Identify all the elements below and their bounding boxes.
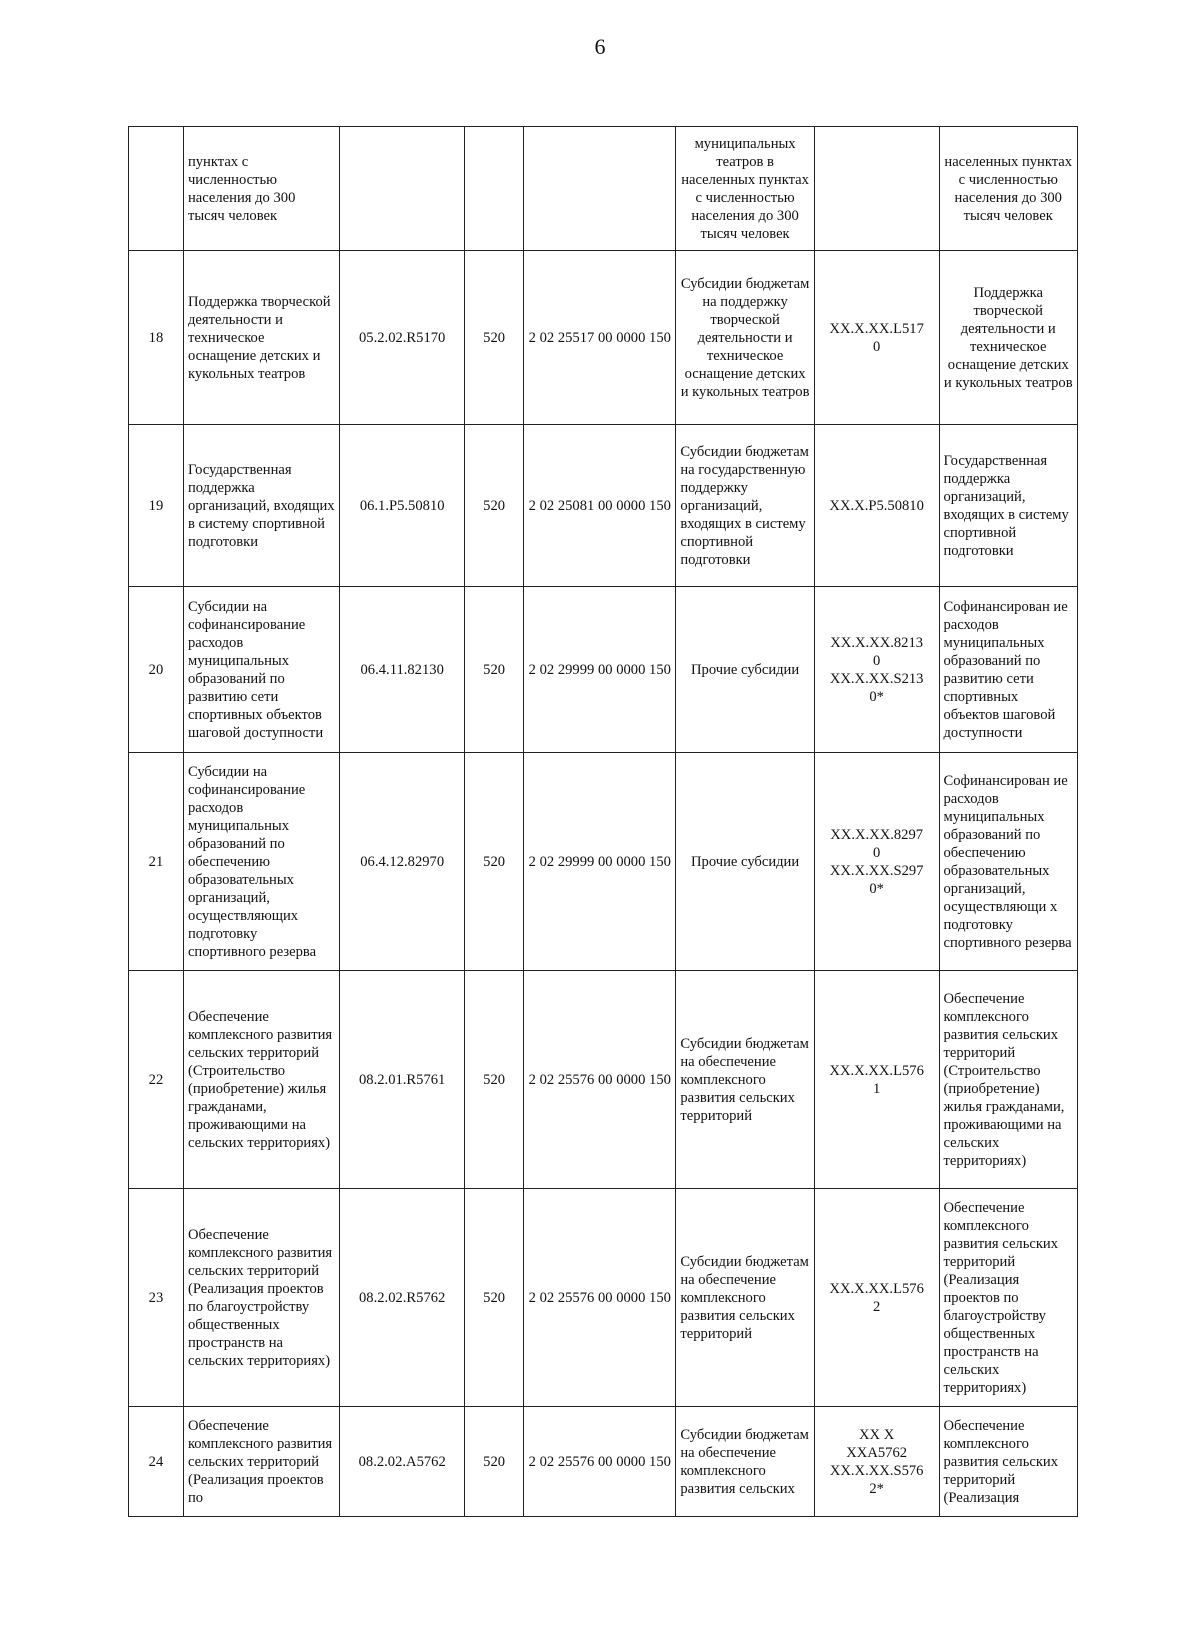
income-name: муниципальных театров в населенных пунктах с численностью населения до 300 тысяч человек	[676, 127, 814, 251]
budget-code: 05.2.02.R5170	[340, 251, 465, 425]
expense-name: Обеспечение комплексного развития сельских территорий (Реализация проектов по	[183, 1407, 339, 1517]
budget-code: 06.1.P5.50810	[340, 425, 465, 587]
income-name: Субсидии бюджетам на обеспечение комплексного развития сельских территорий	[676, 1189, 814, 1407]
regional-code: XX.X.XX.L576 1	[814, 971, 939, 1189]
income-code: 2 02 29999 00 0000 150	[524, 587, 676, 753]
expense-group: 520	[465, 1189, 524, 1407]
direction-name: Обеспечение комплексного развития сельских территорий (Реализация	[939, 1407, 1078, 1517]
table-row	[129, 1407, 1078, 1517]
row-number	[129, 127, 184, 251]
income-name: Субсидии бюджетам на обеспечение комплексного развития сельских	[676, 1407, 814, 1517]
income-name: Субсидии бюджетам на поддержку творческой деятельности и техническое оснащение детских и кукольных театров	[676, 251, 814, 425]
budget-code: 08.2.02.A5762	[340, 1407, 465, 1517]
row-number: 23	[129, 1189, 184, 1407]
direction-name: Софинансирован ие расходов муниципальных образований по обеспечению образовательных организаций, осуществляющи х подготовку спортивного резерва	[939, 753, 1078, 971]
regional-code: XX.X.P5.50810	[814, 425, 939, 587]
table-row	[129, 1189, 1078, 1407]
direction-name: Обеспечение комплексного развития сельских территорий (Строительство (приобретение) жилья гражданами, проживающими на сельских территориях)	[939, 971, 1078, 1189]
page-number: 6	[594, 34, 606, 59]
expense-group: 520	[465, 971, 524, 1189]
direction-name: Поддержка творческой деятельности и техническое оснащение детских и кукольных театров	[939, 251, 1078, 425]
expense-name: Обеспечение комплексного развития сельских территорий (Реализация проектов по благоустройству общественных пространств на сельских территориях)	[183, 1189, 339, 1407]
expense-name: пунктах с численностью населения до 300 тысяч человек	[183, 127, 339, 251]
income-code: 2 02 25517 00 0000 150	[524, 251, 676, 425]
regional-code	[814, 127, 939, 251]
regional-code: XX.X.XX.8213 0 XX.X.XX.S213 0*	[814, 587, 939, 753]
income-code: 2 02 29999 00 0000 150	[524, 753, 676, 971]
income-code: 2 02 25576 00 0000 150	[524, 1407, 676, 1517]
budget-code: 08.2.02.R5762	[340, 1189, 465, 1407]
expense-name: Поддержка творческой деятельности и техническое оснащение детских и кукольных театров	[183, 251, 339, 425]
expense-name: Субсидии на софинансирование расходов муниципальных образований по развитию сети спортивных объектов шаговой доступности	[183, 587, 339, 753]
expense-group: 520	[465, 1407, 524, 1517]
table-row	[129, 251, 1078, 425]
income-name: Субсидии бюджетам на обеспечение комплексного развития сельских территорий	[676, 971, 814, 1189]
expense-name: Субсидии на софинансирование расходов муниципальных образований по обеспечению образовательных организаций, осуществляющих подготовку спортивного резерва	[183, 753, 339, 971]
direction-name: населенных пунктах с численностью населения до 300 тысяч человек	[939, 127, 1078, 251]
expense-group: 520	[465, 425, 524, 587]
regional-code: XX.X.XX.L517 0	[814, 251, 939, 425]
subsidy-table	[128, 126, 1078, 1517]
direction-name: Софинансирован ие расходов муниципальных образований по развитию сети спортивных объектов шаговой доступности	[939, 587, 1078, 753]
row-number: 18	[129, 251, 184, 425]
row-number: 24	[129, 1407, 184, 1517]
expense-group: 520	[465, 587, 524, 753]
budget-code: 06.4.11.82130	[340, 587, 465, 753]
budget-code	[340, 127, 465, 251]
expense-group: 520	[465, 251, 524, 425]
row-number: 22	[129, 971, 184, 1189]
income-code: 2 02 25081 00 0000 150	[524, 425, 676, 587]
table-row	[129, 127, 1078, 251]
expense-name: Государственная поддержка организаций, входящих в систему спортивной подготовки	[183, 425, 339, 587]
budget-code: 08.2.01.R5761	[340, 971, 465, 1189]
income-code: 2 02 25576 00 0000 150	[524, 1189, 676, 1407]
direction-name: Государственная поддержка организаций, входящих в систему спортивной подготовки	[939, 425, 1078, 587]
direction-name: Обеспечение комплексного развития сельских территорий (Реализация проектов по благоустройству общественных пространств на сельских территориях)	[939, 1189, 1078, 1407]
regional-code: XX.X.XX.L576 2	[814, 1189, 939, 1407]
expense-group	[465, 127, 524, 251]
regional-code: XX X XXA5762 XX.X.XX.S576 2*	[814, 1407, 939, 1517]
income-name: Субсидии бюджетам на государственную поддержку организаций, входящих в систему спортивной подготовки	[676, 425, 814, 587]
table-row	[129, 425, 1078, 587]
table-row	[129, 971, 1078, 1189]
row-number: 20	[129, 587, 184, 753]
row-number: 19	[129, 425, 184, 587]
income-name: Прочие субсидии	[676, 587, 814, 753]
table-row	[129, 587, 1078, 753]
expense-name: Обеспечение комплексного развития сельских территорий (Строительство (приобретение) жилья гражданами, проживающими на сельских территориях)	[183, 971, 339, 1189]
income-code	[524, 127, 676, 251]
income-code: 2 02 25576 00 0000 150	[524, 971, 676, 1189]
expense-group: 520	[465, 753, 524, 971]
budget-code: 06.4.12.82970	[340, 753, 465, 971]
income-name: Прочие субсидии	[676, 753, 814, 971]
row-number: 21	[129, 753, 184, 971]
table-row	[129, 753, 1078, 971]
regional-code: XX.X.XX.8297 0 XX.X.XX.S297 0*	[814, 753, 939, 971]
